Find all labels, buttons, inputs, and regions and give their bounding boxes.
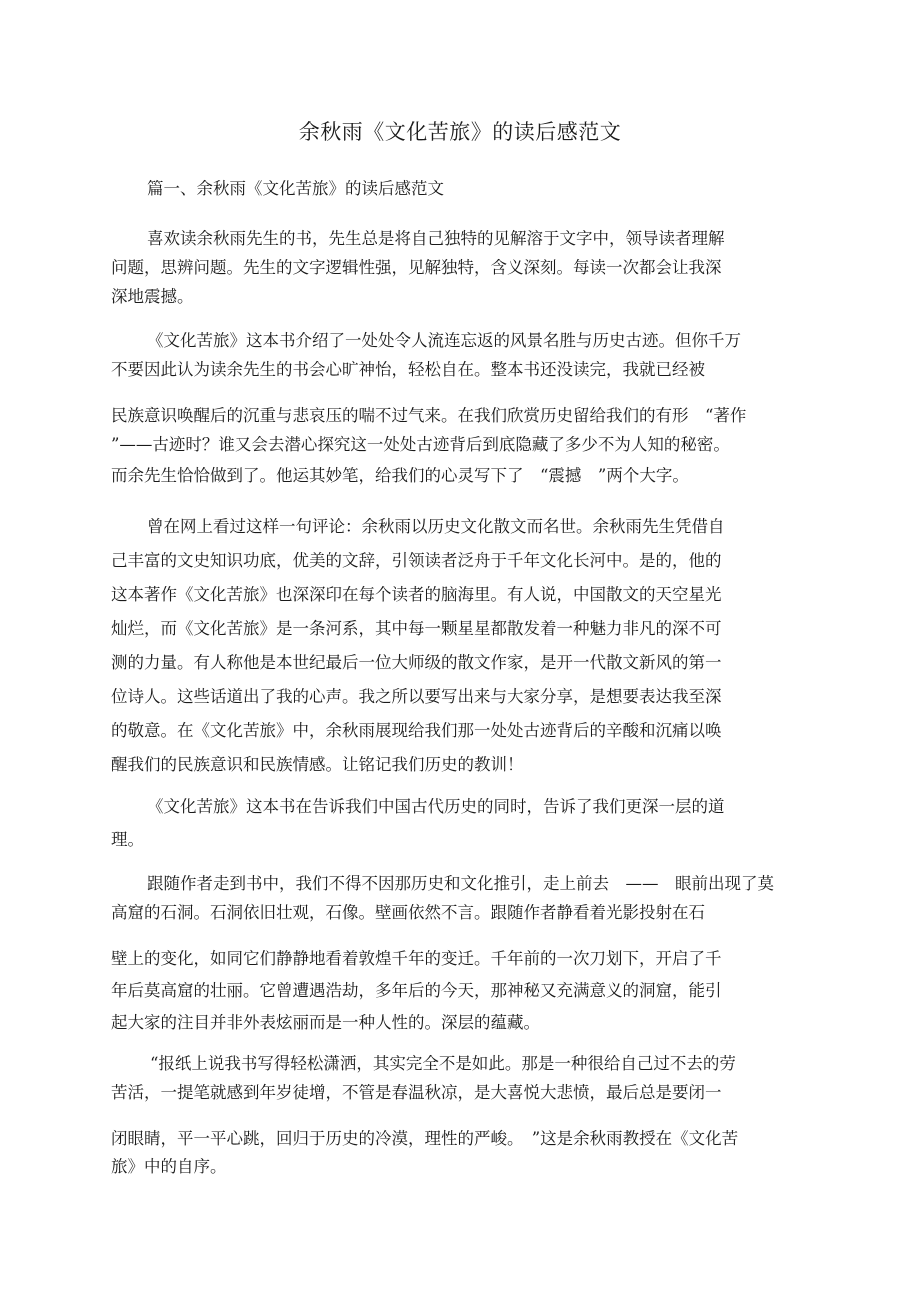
text-line: 苦活，一提笔就感到年岁徒增，不管是春温秋凉，是大喜悦大悲愤，最后总是要闭一	[111, 1083, 722, 1102]
text-line: 而余先生恰恰做到了。他运其妙笔，给我们的心灵写下了 “震撼 ”两个大字。	[111, 466, 689, 485]
text-line: “报纸上说我书写得轻松潇洒，其实完全不是如此。那是一种很给自己过不去的劳	[150, 1054, 736, 1073]
text-line: 深地震撼。	[111, 287, 194, 306]
text-line: 醒我们的民族意识和民族情感。让铭记我们历史的教训！	[111, 755, 524, 774]
text-line: 《文化苦旅》这本书介绍了一处处令人流连忘返的风景名胜与历史古迹。但你千万	[147, 331, 741, 350]
text-line: 测的力量。有人称他是本世纪最后一位大师级的散文作家，是开一代散文新风的第一	[111, 653, 722, 672]
text-line: 己丰富的文史知识功底，优美的文辞，引领读者泛舟于千年文化长河中。是的，他的	[111, 551, 722, 570]
text-line: 不要因此认为读余先生的书会心旷神怡，轻松自在。整本书还没读完，我就已经被	[111, 360, 705, 379]
section-heading: 篇一、余秋雨《文化苦旅》的读后感范文	[147, 179, 444, 198]
text-line: 年后莫高窟的壮丽。它曾遭遇浩劫，多年后的今天，那神秘又充满意义的洞窟，能引	[111, 981, 722, 1000]
text-line: 位诗人。这些话道出了我的心声。我之所以要写出来与大家分享，是想要表达我至深	[111, 687, 722, 706]
text-line: 闭眼睛，平一平心跳，回归于历史的冷漠，理性的严峻。 ”这是余秋雨教授在《文化苦	[111, 1129, 739, 1148]
text-line: 民族意识唤醒后的沉重与悲哀压的喘不过气来。在我们欣赏历史留给我们的有形 “著作	[111, 406, 747, 425]
text-line: 跟随作者走到书中，我们不得不因那历史和文化推引，走上前去 —— 眼前出现了莫	[147, 874, 774, 893]
text-line: 这本著作《文化苦旅》也深深印在每个读者的脑海里。有人说，中国散文的天空星光	[111, 585, 722, 604]
text-line: 高窟的石洞。石洞依旧壮观，石像。壁画依然不言。跟随作者静看着光影投射在石	[111, 903, 705, 922]
document-title: 余秋雨《文化苦旅》的读后感范文	[298, 120, 622, 144]
text-line: 问题，思辨问题。先生的文字逻辑性强，见解独特，含义深刻。每读一次都会让我深	[111, 258, 722, 277]
text-line: 壁上的变化，如同它们静静地看着敦煌千年的变迁。千年前的一次刀划下，开启了千	[111, 949, 722, 968]
text-line: 的敬意。在《文化苦旅》中，余秋雨展现给我们那一处处古迹背后的辛酸和沉痛以唤	[111, 721, 722, 740]
text-line: 喜欢读余秋雨先生的书，先生总是将自己独特的见解溶于文字中，领导读者理解	[147, 229, 725, 248]
text-line: 《文化苦旅》这本书在告诉我们中国古代历史的同时，告诉了我们更深一层的道	[147, 797, 725, 816]
text-line: 理。	[111, 830, 144, 849]
text-line: 灿烂，而《文化苦旅》是一条河系，其中每一颗星星都散发着一种魅力非凡的深不可	[111, 619, 722, 638]
text-line: 旅》中的自序。	[111, 1157, 227, 1176]
text-line: 曾在网上看过这样一句评论：余秋雨以历史文化散文而名世。余秋雨先生凭借自	[147, 517, 725, 536]
text-line: ”——古迹时？谁又会去潜心探究这一处处古迹背后到底隐藏了多少不为人知的秘密。	[111, 435, 730, 454]
text-line: 起大家的注目并非外表炫丽而是一种人性的。深层的蕴藏。	[111, 1013, 540, 1032]
